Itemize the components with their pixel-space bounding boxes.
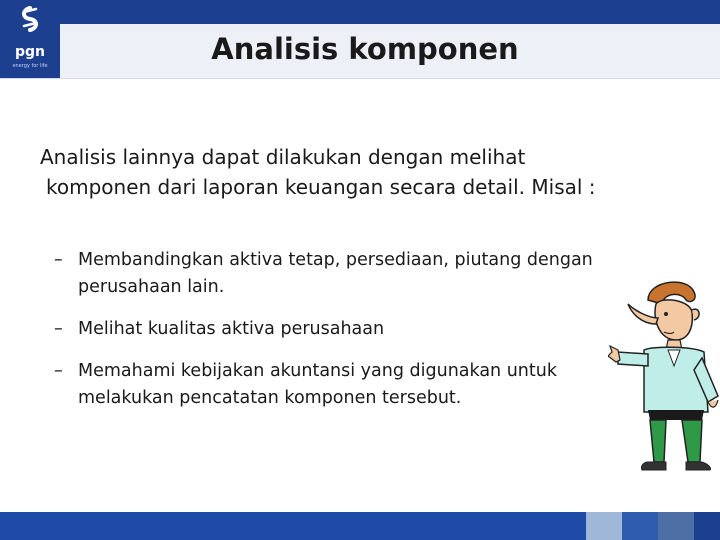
bullet-dash: – [54,361,63,381]
list-item [54,316,614,343]
logo-wordmark: pgn [14,44,45,60]
bullet-list [54,247,614,412]
footer-accent-block [586,512,622,540]
bullet-text: Memahami kebijakan akuntansi yang digunakan untuk melakukan pencatatan komponen tersebut. [78,361,557,408]
header-top-stripe [60,0,720,24]
footer-accent-block [622,512,658,540]
bullet-text: Melihat kualitas aktiva perusahaan [78,319,385,339]
footer-accent-block [658,512,694,540]
list-item [54,247,614,301]
footer-accent-block [694,512,720,540]
bullet-text: Membandingkan aktiva tetap, persediaan, piutang dengan perusahaan lain. [78,250,593,297]
bullet-dash: – [54,250,63,270]
pointing-man-icon [608,270,720,480]
list-item [54,358,614,412]
pgn-swirl-icon [0,0,60,44]
bullet-dash: – [54,319,63,339]
pgn-logo [0,0,60,78]
slide-title: Analisis komponen [211,32,519,66]
intro-paragraph: Analisis lainnya dapat dilakukan dengan melihat komponen dari laporan keuangan secara detail. Misal : [40,145,596,199]
logo-tagline: energy for life [12,63,48,69]
